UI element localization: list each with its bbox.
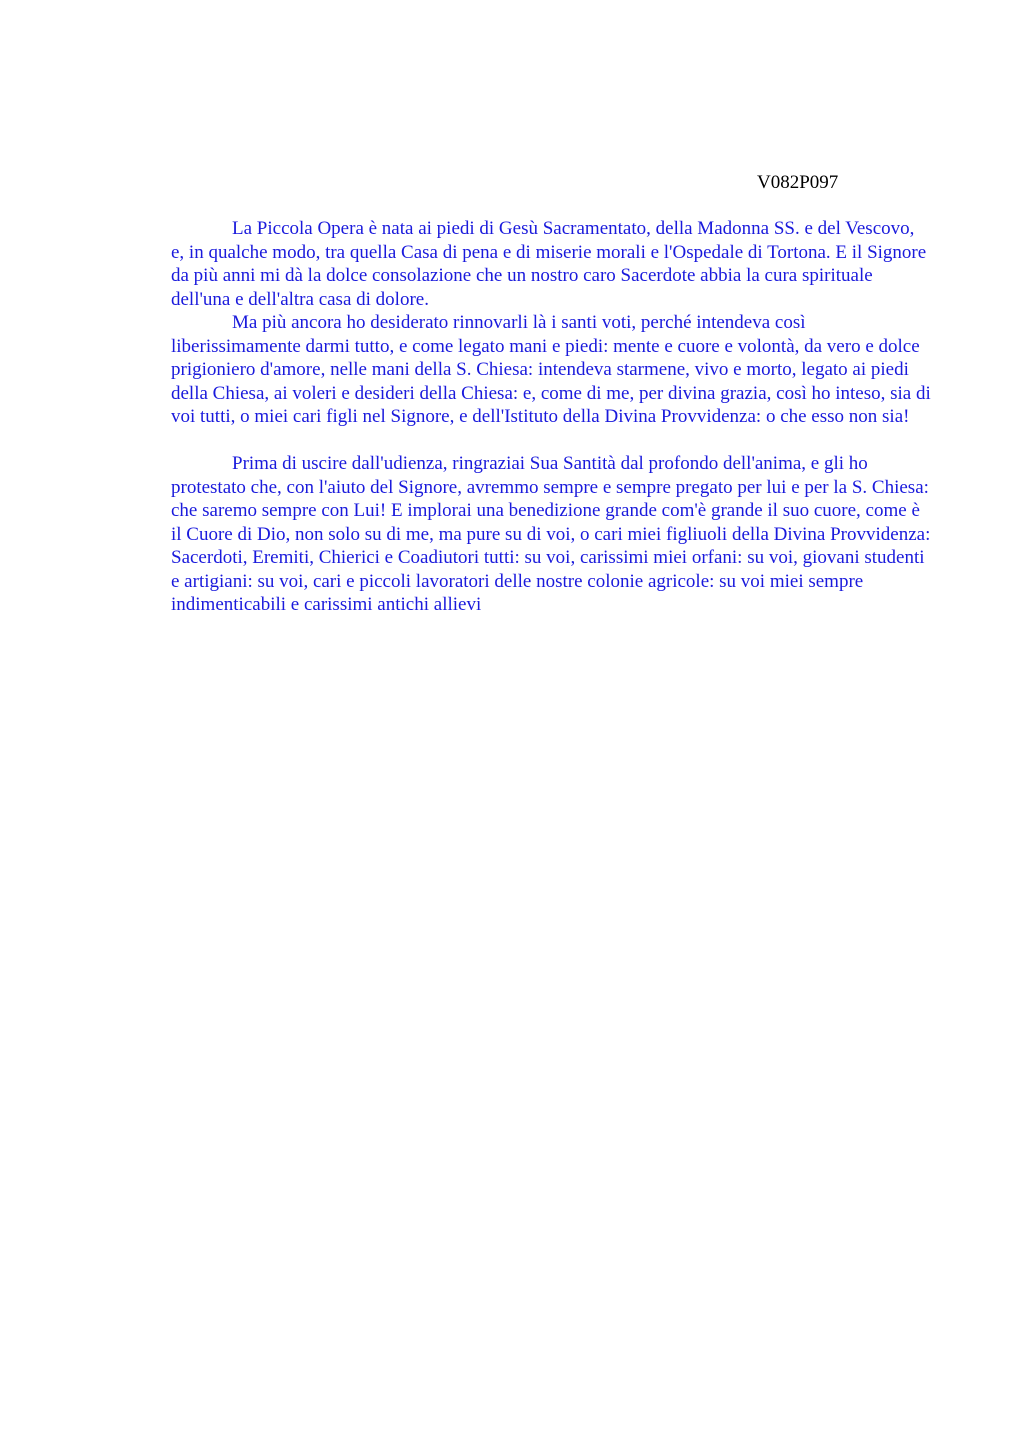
- paragraph-spacer: [171, 429, 931, 453]
- paragraph-2: Ma più ancora ho desiderato rinnovarli là i santi voti, perché intendeva così liberissimamente darmi tutto, e come legato mani e piedi: mente e cuore e volontà, da vero e dolce prigioniero d'amore, nelle mani della S. Chiesa: intendeva starmene, vivo e morto, legato ai piedi della Chiesa, ai voleri e desideri della Chiesa: e, come di me, per divina grazia, così ho inteso, sia di voi tutti, o miei cari figli nel Signore, e dell'Istituto della Divina Provvidenza: o che esso non sia!: [171, 312, 931, 427]
- paragraph-1: La Piccola Opera è nata ai piedi di Gesù Sacramentato, della Madonna SS. e del Vescovo, e, in qualche modo, tra quella Casa di pena e di miserie morali e l'Ospedale di Tortona. E il Signore da più anni mi dà la dolce consolazione che un nostro caro Sacerdote abbia la cura spirituale dell'una e dell'altra casa di dolore.: [171, 218, 927, 310]
- paragraph-3: Prima di uscire dall'udienza, ringraziai Sua Santità dal profondo dell'anima, e gli ho protestato che, con l'aiuto del Signore, avremmo sempre e sempre pregato per lui e per la S. Chiesa: che saremo sempre con Lui! E implorai una benedizione grande com'è grande il suo cuore, come è il Cuore di Dio, non solo su di me, ma pure su di voi, o cari miei figliuoli della Divina Provvidenza: Sacerdoti, Eremiti, Chierici e Coadiutori tutti: su voi, carissimi miei orfani: su voi, giovani studenti e artigiani: su voi, cari e piccoli lavoratori delle nostre colonie agricole: su voi miei sempre indimenticabili e carissimi antichi allievi: [171, 453, 931, 615]
- document-body: [171, 217, 931, 617]
- document-id: V082P097: [757, 172, 839, 193]
